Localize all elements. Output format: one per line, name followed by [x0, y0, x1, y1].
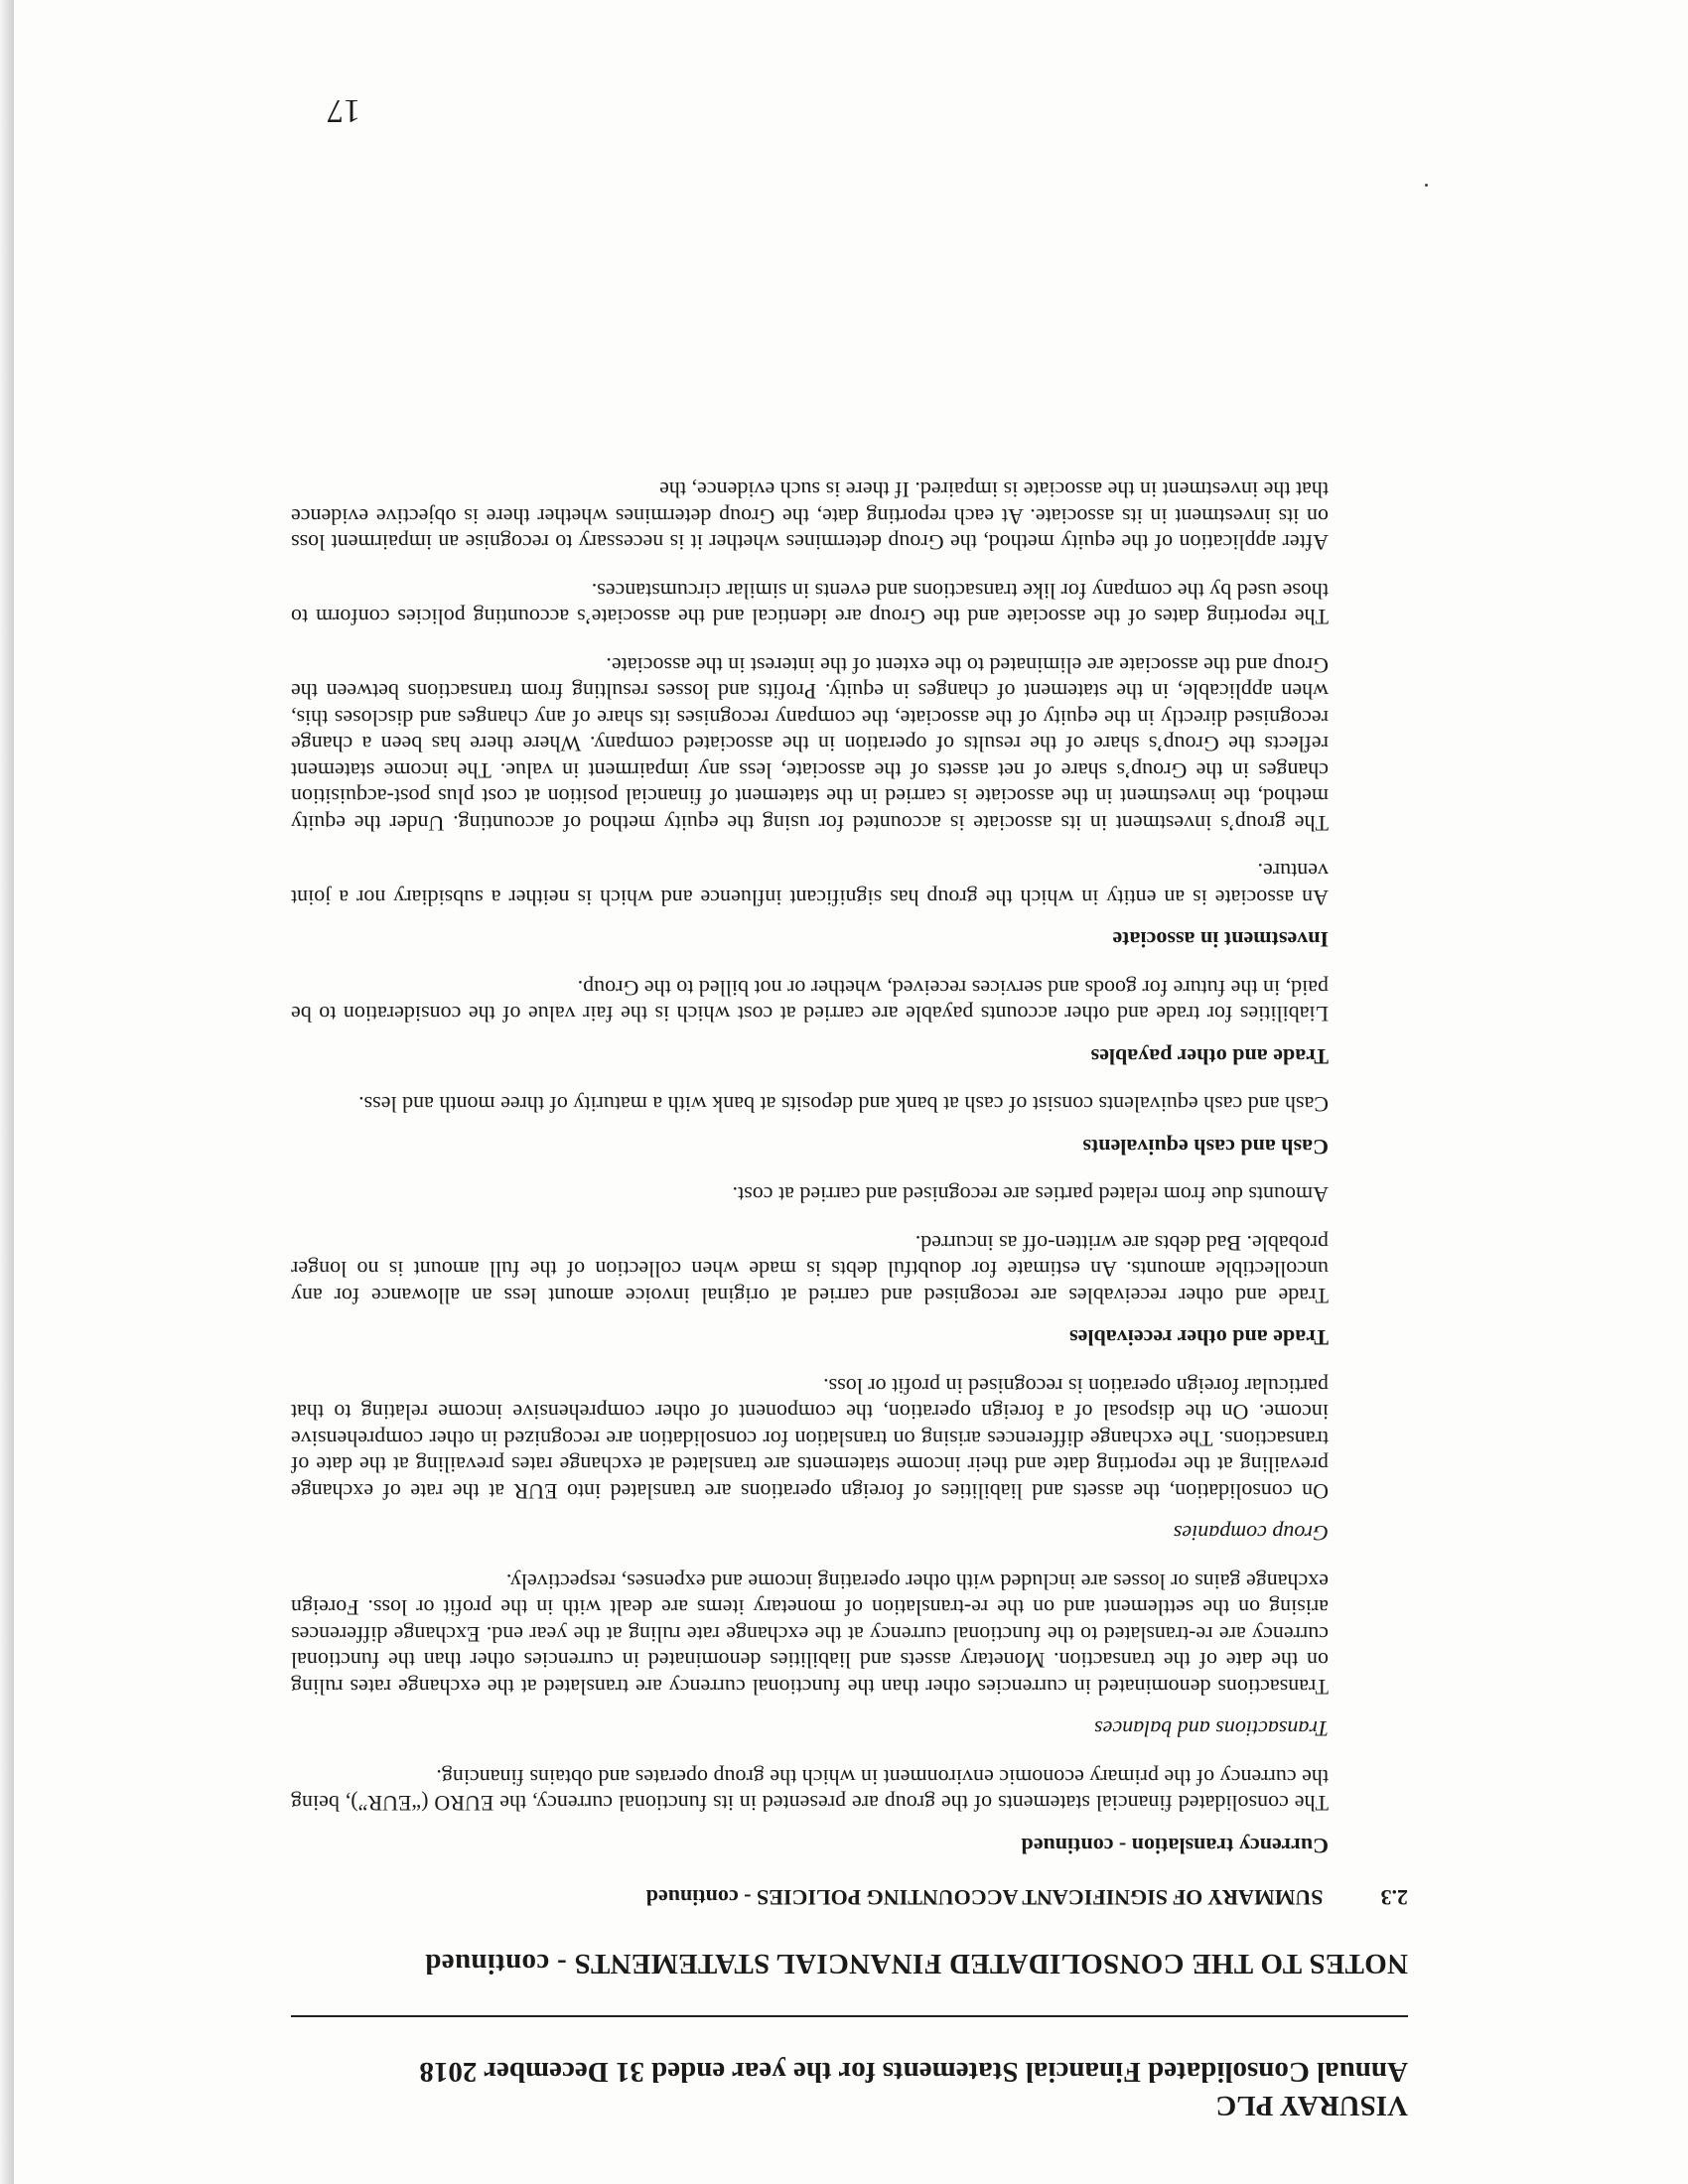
associate-heading: Investment in associate — [1112, 927, 1329, 953]
group-companies-heading: Group companies — [1173, 1521, 1329, 1547]
receivables-heading: Trade and other receivables — [1069, 1325, 1329, 1351]
cash-heading: Cash and cash equivalents — [1082, 1135, 1329, 1160]
document-header — [291, 2055, 1408, 2122]
scan-speck — [1425, 184, 1428, 187]
section-title: SUMMARY OF SIGNIFICANT ACCOUNTING POLICIES - continued — [645, 1885, 1324, 1910]
payables-paragraph: Liabilities for trade and other accounts payable are carried at cost which is the fair value of the consideration to be paid, in the future for goods and services received, whether or not billed to the Group. — [291, 976, 1329, 1027]
statement-title: Annual Consolidated Financial Statements for the year ended 31 December 2018 — [419, 2056, 1408, 2088]
notes-title: NOTES TO THE CONSOLIDATED FINANCIAL STATEMENTS - continued — [425, 1948, 1408, 1979]
scan-shadow-edge — [0, 0, 14, 2184]
payables-heading: Trade and other payables — [1090, 1044, 1329, 1069]
cash-paragraph: Cash and cash equivalents consist of cash at bank and deposits at bank with a maturity of three month and less. — [358, 1092, 1329, 1118]
associate-definition-paragraph: An associate is an entity in which the group has significant influence and which is neither a subsidiary nor a joint venture. — [291, 859, 1329, 910]
group-companies-paragraph: On consolidation, the assets and liabilities of foreign operations are translated into EUR at the rate of exchange prevailing at the reporting date and their income statements are translated at exchange rates prevailing at the date of transactions. The exchange differences arising on translation for consolidation are recognized in other comprehensive income. On the disposal of a foreign operation, the component of other comprehensive income relating to that particular foreign operation is recognised in profit or loss. — [291, 1374, 1329, 1504]
transactions-paragraph: Transactions denominated in currencies other than the functional currency are translated at the exchange rates ruling on the date of the transaction. Monetary assets and liabilities denominated in currencies other than the functional currency are re-translated to the functional currency at the exchange rate ruling at the year end. Exchange differences arising on the settlement and on the re-translation of monetary items are dealt with in the profit or loss. Foreign exchange gains or losses are included with other operating income and expenses, respectively. — [291, 1570, 1329, 1700]
impairment-paragraph: After application of the equity method, the Group determines whether it is necessary to recognise an impairment loss on its investment in its associate. At each reporting date, the Group determines whether there is objective evidence that the investment in the associate is impaired. If there is such evidence, the — [291, 478, 1329, 556]
page-number: 17 — [327, 92, 360, 129]
currency-intro: The consolidated financial statements of the group are presented in its functional currency, the EURO (“EUR”), being the currency of the primary economic environment in which the group operates and obtains financing. — [291, 1765, 1329, 1817]
reporting-dates-paragraph: The reporting dates of the associate and the Group are identical and the associate’s accounting policies conform to those used by the company for like transactions and events in similar circumstances. — [291, 579, 1329, 630]
header-rule — [291, 2015, 1408, 2017]
section-heading — [291, 1884, 1408, 1910]
related-parties-paragraph: Amounts due from related parties are recognised and carried at cost. — [732, 1182, 1329, 1208]
transactions-heading: Transactions and balances — [1094, 1716, 1329, 1742]
receivables-paragraph: Trade and other receivables are recognised and carried at original invoice amount less an allowance for any uncollectible amounts. An estimate for doubtful debts is made when collection of the full amount is no longer probable. Bad debts are written-off as incurred. — [291, 1231, 1329, 1308]
section-number: 2.3 — [1380, 1885, 1408, 1910]
body-text — [291, 455, 1329, 1858]
equity-method-paragraph: The group’s investment in its associate is accounted for using the equity method of accounting. Under the equity method, the investment in the associate is carried in the statement of financial position at cost plus post-acquisition changes in the Group’s share of net assets of the associate, less any impairment in value. The income statement reflects the Group’s share of the results of operation in the associated company. Where there has been a change recognised directly in the equity of the associate, the company recognises its share of any changes and discloses this, when applicable, in the statement of changes in equity. Profits and losses resulting from transactions between the Group and the associate are eliminated to the extent of the interest in the associate. — [291, 653, 1329, 836]
currency-heading: Currency translation - continued — [1021, 1834, 1329, 1858]
company-name: VISURAY PLC — [1215, 2090, 1408, 2121]
